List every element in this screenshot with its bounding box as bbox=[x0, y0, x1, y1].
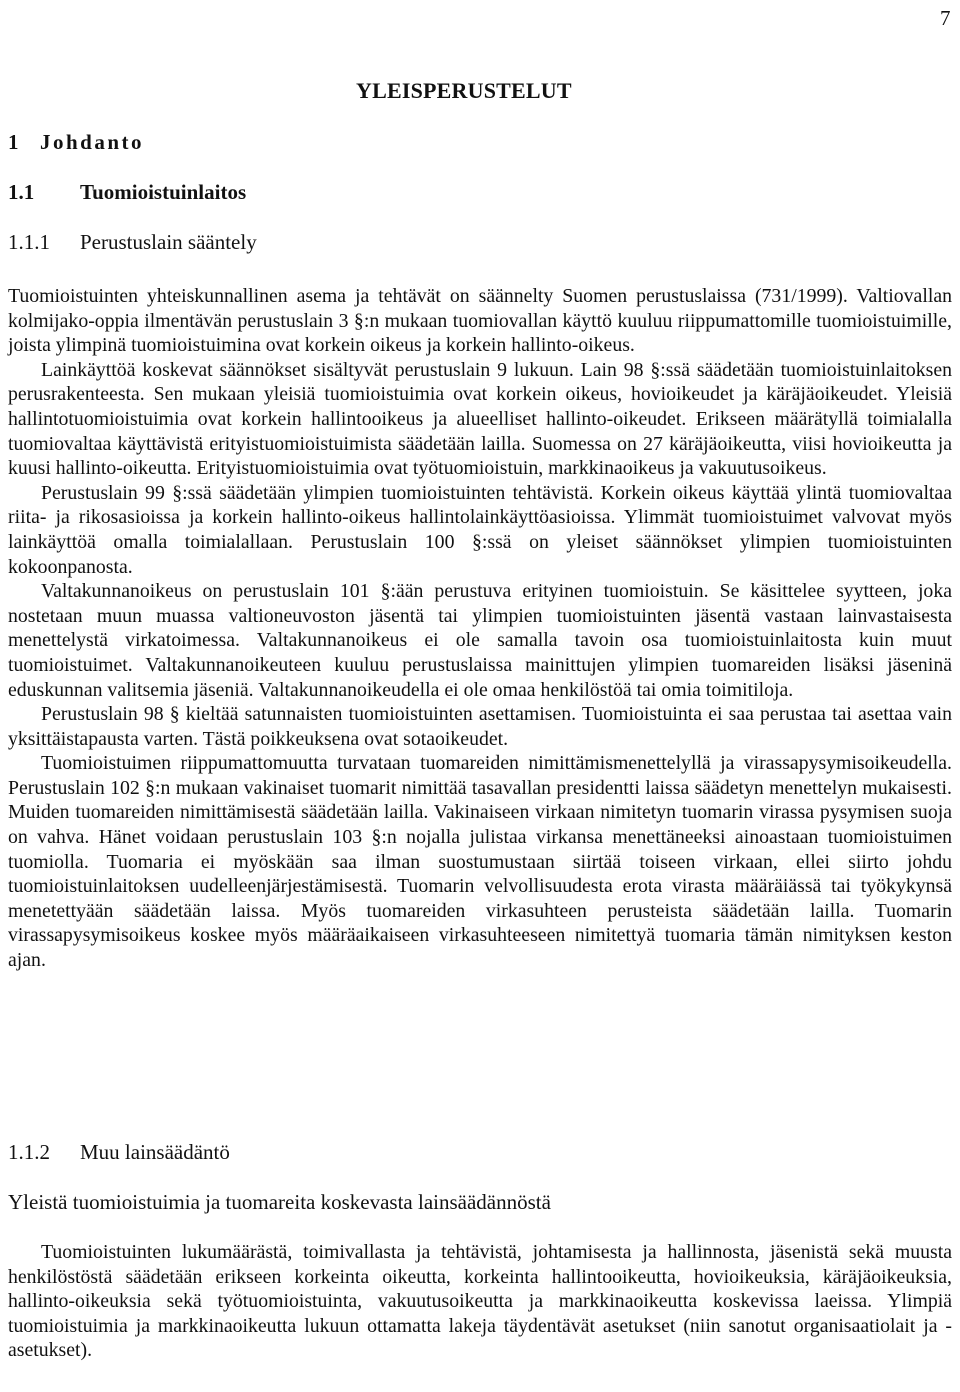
chapter-number: 1 bbox=[8, 130, 19, 154]
chapter-heading bbox=[8, 130, 144, 155]
subsection-title: Muu lainsäädäntö bbox=[80, 1140, 230, 1164]
section-heading bbox=[8, 180, 246, 205]
subsection-heading-1 bbox=[8, 230, 257, 255]
paragraph: Valtakunnanoikeus on perustuslain 101 §:ään perustuva erityinen tuomioistuin. Se käsittelee syytteen, joka nostetaan muun muassa valtioneuvoston jäsentä tai ylimpien tuomioistuinten jäsentä vastaan lainvastaisesta menettelystä virkatoimessa. Valtakunnanoikeus ei ole samalla tavoin osa tuomioistuinlaitosta kuin muut tuomioistuimet. Valtakunnanoikeuteen kuuluu perustuslaissa mainittujen ylimpien tuomareiden lisäksi jäseninä eduskunnan valitsemia jäseniä. Valtakunnanoikeudella ei ole omaa henkilöstöä tai omia toimitiloja. bbox=[8, 580, 952, 701]
section-number: 1.1 bbox=[8, 180, 35, 204]
paragraph: Perustuslain 98 § kieltää satunnaisten tuomioistuinten asettamisen. Tuomioistuinta ei saa perustaa tai asettaa vain yksittäistapausta varten. Tästä poikkeuksena ovat sotaoikeudet. bbox=[8, 703, 952, 750]
section-title: Tuomioistuinlaitos bbox=[80, 180, 247, 204]
body-text-1 bbox=[8, 284, 952, 973]
chapter-title: Johdanto bbox=[40, 130, 145, 154]
paragraph: Tuomioistuimen riippumattomuutta turvataan tuomareiden nimittämismenettelyllä ja virassapysymisoikeudella. Perustuslain 102 §:n mukaan vakinaiset tuomarit nimittää tasavallan presidentti laissa säädetyn menettelyn mukaisesti. Muiden tuomareiden nimittämisestä säädetään lailla. Vakinaiseen virkaan nimitetyn tuomarin virassa pysymisen suoja on vahva. Hänet voidaan perustuslain 103 §:n nojalla julistaa virkansa menettäneeksi ainoastaan tuomioistuimen tuomiolla. Tuomaria ei myöskään saa ilman suostumustaan siirtää toiseen virkaan, ellei siirto johdu tuomioistuinlaitoksen uudelleenjärjestämisestä. Tuomarin velvollisuudesta erota virasta määräiässä tai työkykynsä menetettyään säädetään laissa. Myös tuomareiden virkasuhteen perusteista säädetään lailla. Tuomarin virassapysymisoikeus koskee myös määräaikaiseen virkasuhteeseen nimitettyä tuomaria tämän nimityksen keston ajan. bbox=[8, 752, 952, 972]
document-title: YLEISPERUSTELUT bbox=[356, 78, 572, 103]
paragraph: Tuomioistuinten yhteiskunnallinen asema ja tehtävät on säännelty Suomen perustuslaissa (731/1999). Valtiovallan kolmijako-oppia ilmentävän perustuslain 3 §:n mukaan tuomiovallan käyttö kuuluu riippumattomille tuomioistuimille, joista ylimpinä tuomioistuimina ovat korkein oikeus ja korkein hallinto-oikeus. bbox=[8, 285, 952, 357]
subsection-number: 1.1.2 bbox=[8, 1140, 50, 1164]
paragraph: Tuomioistuinten lukumäärästä, toimivallasta ja tehtävistä, johtamisesta ja hallinnosta, jäsenistä sekä muusta henkilöstöstä säädetään erikseen korkeinta oikeutta, korkeinta hallintooikeutta, hovioikeuksia, käräjäoikeuksia, hallinto-oikeuksia sekä työtuomioistuinta, vakuutusoikeutta ja markkinaoikeutta koskevissa laeissa. Ylimpiä tuomioistuimia ja markkinaoikeutta lukuun ottamatta lakeja täydentävät asetukset (niin sanotut organisaatiolait ja -asetukset). bbox=[8, 1241, 952, 1362]
subheading: Yleistä tuomioistuimia ja tuomareita koskevasta lainsäädännöstä bbox=[8, 1190, 551, 1214]
subsection-number: 1.1.1 bbox=[8, 230, 50, 254]
subsection-heading-2 bbox=[8, 1140, 230, 1165]
body-text-2 bbox=[8, 1240, 952, 1363]
paragraph: Lainkäyttöä koskevat säännökset sisältyvät perustuslain 9 lukuun. Lain 98 §:ssä säädetään tuomioistuinlaitoksen perusrakenteesta. Sen mukaan yleisiä tuomioistuimia ovat korkein oikeus, hovioikeudet ja käräjäoikeudet. Yleisiä hallintotuomioistuimia ovat korkein hallintooikeus ja alueelliset hallinto-oikeudet. Erikseen määrätyllä toimialalla tuomiovaltaa käyttävistä erityistuomioistuimista säädetään lailla. Suomessa on 27 käräjäoikeutta, viisi hovioikeutta ja kuusi hallinto-oikeutta. Erityistuomioistuimia ovat työtuomioistuin, markkinaoikeus ja vakuutusoikeus. bbox=[8, 358, 952, 480]
page-number: 7 bbox=[940, 6, 951, 30]
subsection-title: Perustuslain sääntely bbox=[80, 230, 257, 254]
paragraph: Perustuslain 99 §:ssä säädetään ylimpien tuomioistuinten tehtävistä. Korkein oikeus käyttää ylintä tuomiovaltaa riita- ja rikosasioissa ja korkein hallinto-oikeus hallintolainkäyttöasioissa. Ylimmät tuomioistuimet valvovat myös lainkäyttöä omalla toimialallaan. Perustuslain 100 §:ssä on yleiset säännökset ylimpien tuomioistuinten kokoonpanosta. bbox=[8, 481, 952, 578]
